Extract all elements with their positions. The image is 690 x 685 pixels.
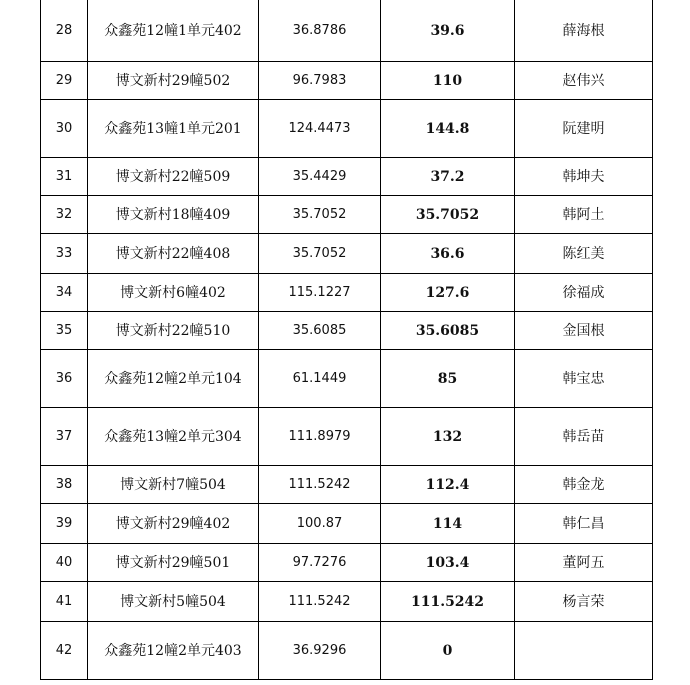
area-measured-cell: 124.4473	[259, 100, 381, 158]
row-number-cell: 40	[41, 544, 88, 582]
table-row	[41, 158, 653, 196]
address-cell: 众鑫苑13幢2单元304	[88, 408, 259, 466]
area-recorded-cell: 112.4	[381, 466, 515, 504]
area-measured-cell: 100.87	[259, 504, 381, 544]
area-recorded-cell: 37.2	[381, 158, 515, 196]
row-number-cell: 32	[41, 196, 88, 234]
area-measured-cell: 36.9296	[259, 622, 381, 680]
row-number-cell: 41	[41, 582, 88, 622]
table-row	[41, 504, 653, 544]
area-recorded-cell: 103.4	[381, 544, 515, 582]
owner-name-cell: 阮建明	[515, 100, 653, 158]
area-measured-cell: 36.8786	[259, 0, 381, 62]
area-recorded-cell: 85	[381, 350, 515, 408]
row-number-cell: 39	[41, 504, 88, 544]
area-measured-cell: 111.8979	[259, 408, 381, 466]
address-cell: 博文新村22幢408	[88, 234, 259, 274]
address-cell: 博文新村7幢504	[88, 466, 259, 504]
area-measured-cell: 35.6085	[259, 312, 381, 350]
table-row	[41, 196, 653, 234]
table-row	[41, 466, 653, 504]
area-recorded-cell: 35.6085	[381, 312, 515, 350]
property-table-container	[40, 0, 652, 680]
area-measured-cell: 97.7276	[259, 544, 381, 582]
area-measured-cell: 35.4429	[259, 158, 381, 196]
address-cell: 博文新村6幢402	[88, 274, 259, 312]
property-table-body	[41, 0, 653, 680]
area-recorded-cell: 111.5242	[381, 582, 515, 622]
row-number-cell: 30	[41, 100, 88, 158]
area-measured-cell: 61.1449	[259, 350, 381, 408]
row-number-cell: 29	[41, 62, 88, 100]
area-recorded-cell: 127.6	[381, 274, 515, 312]
area-recorded-cell: 110	[381, 62, 515, 100]
owner-name-cell: 金国根	[515, 312, 653, 350]
owner-name-cell: 韩坤夫	[515, 158, 653, 196]
owner-name-cell: 韩宝忠	[515, 350, 653, 408]
table-row	[41, 544, 653, 582]
address-cell: 博文新村29幢501	[88, 544, 259, 582]
row-number-cell: 28	[41, 0, 88, 62]
address-cell: 众鑫苑12幢2单元104	[88, 350, 259, 408]
table-row	[41, 582, 653, 622]
owner-name-cell: 韩阿土	[515, 196, 653, 234]
row-number-cell: 38	[41, 466, 88, 504]
property-table	[40, 0, 653, 680]
row-number-cell: 31	[41, 158, 88, 196]
row-number-cell: 42	[41, 622, 88, 680]
row-number-cell: 35	[41, 312, 88, 350]
owner-name-cell: 陈红美	[515, 234, 653, 274]
owner-name-cell: 杨言荣	[515, 582, 653, 622]
area-recorded-cell: 144.8	[381, 100, 515, 158]
address-cell: 博文新村18幢409	[88, 196, 259, 234]
area-measured-cell: 96.7983	[259, 62, 381, 100]
owner-name-cell: 韩岳苗	[515, 408, 653, 466]
area-measured-cell: 111.5242	[259, 466, 381, 504]
owner-name-cell: 薛海根	[515, 0, 653, 62]
owner-name-cell: 赵伟兴	[515, 62, 653, 100]
table-row	[41, 100, 653, 158]
table-row	[41, 234, 653, 274]
owner-name-cell: 韩仁昌	[515, 504, 653, 544]
table-row	[41, 622, 653, 680]
area-measured-cell: 35.7052	[259, 234, 381, 274]
area-measured-cell: 35.7052	[259, 196, 381, 234]
owner-name-cell: 韩金龙	[515, 466, 653, 504]
row-number-cell: 36	[41, 350, 88, 408]
address-cell: 众鑫苑12幢1单元402	[88, 0, 259, 62]
address-cell: 众鑫苑12幢2单元403	[88, 622, 259, 680]
owner-name-cell: 徐福成	[515, 274, 653, 312]
area-recorded-cell: 35.7052	[381, 196, 515, 234]
row-number-cell: 33	[41, 234, 88, 274]
address-cell: 博文新村22幢510	[88, 312, 259, 350]
address-cell: 博文新村22幢509	[88, 158, 259, 196]
area-recorded-cell: 132	[381, 408, 515, 466]
table-row	[41, 350, 653, 408]
owner-name-cell	[515, 622, 653, 680]
area-recorded-cell: 39.6	[381, 0, 515, 62]
address-cell: 博文新村5幢504	[88, 582, 259, 622]
address-cell: 博文新村29幢502	[88, 62, 259, 100]
area-measured-cell: 115.1227	[259, 274, 381, 312]
row-number-cell: 34	[41, 274, 88, 312]
table-row	[41, 274, 653, 312]
area-recorded-cell: 114	[381, 504, 515, 544]
table-row	[41, 62, 653, 100]
table-row	[41, 408, 653, 466]
table-row	[41, 312, 653, 350]
address-cell: 博文新村29幢402	[88, 504, 259, 544]
table-row	[41, 0, 653, 62]
owner-name-cell: 董阿五	[515, 544, 653, 582]
row-number-cell: 37	[41, 408, 88, 466]
area-recorded-cell: 36.6	[381, 234, 515, 274]
address-cell: 众鑫苑13幢1单元201	[88, 100, 259, 158]
area-measured-cell: 111.5242	[259, 582, 381, 622]
area-recorded-cell: 0	[381, 622, 515, 680]
